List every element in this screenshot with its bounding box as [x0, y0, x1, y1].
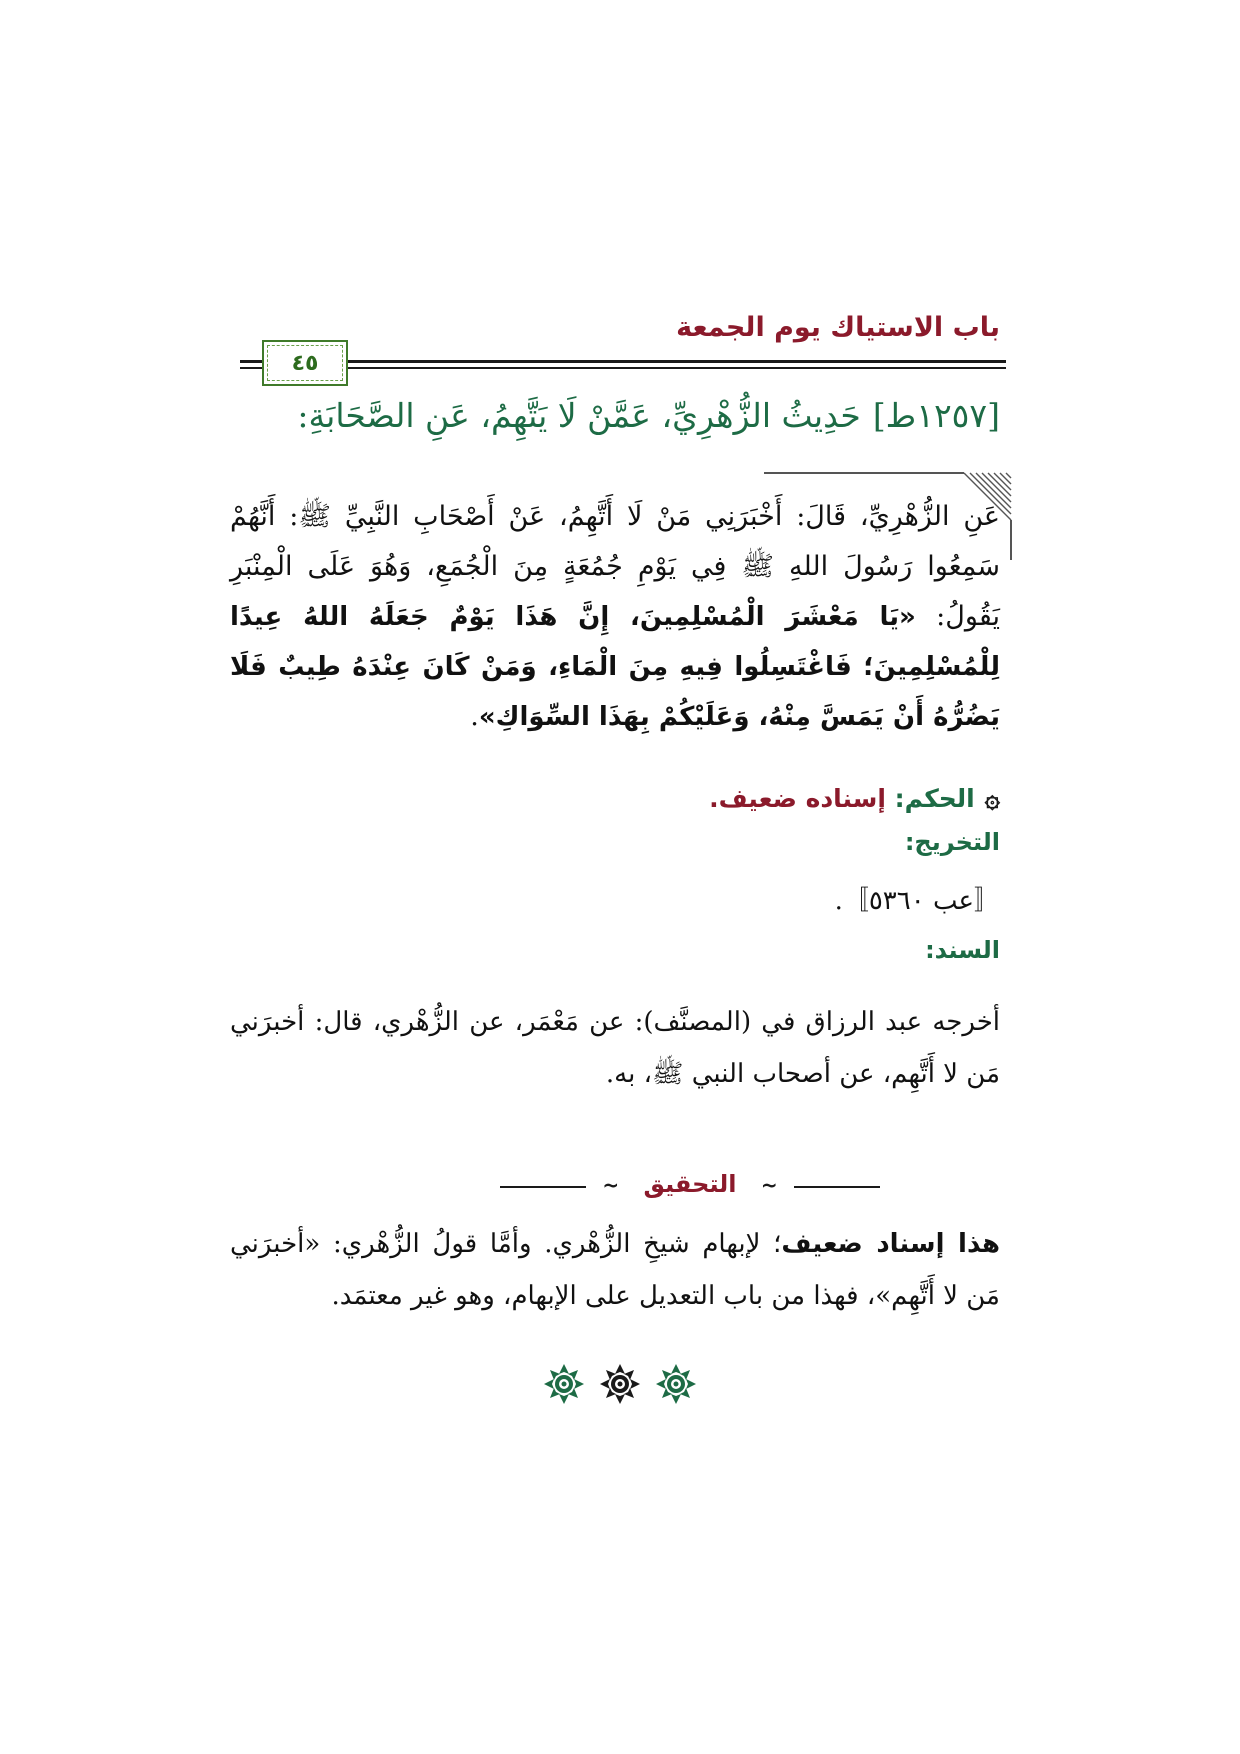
tahqiq-divider	[500, 1172, 880, 1202]
header-rule-thin	[240, 367, 1006, 369]
hadith-id: [١٢٥٧ط]	[872, 396, 1000, 435]
page-number: ٤٥	[291, 350, 319, 376]
hadith-intro: عَنِ الزُّهْرِيِّ، قَالَ: أَخْبَرَنِي مَنْ لَا أَتَّهِمُ، عَنْ أَصْحَابِ النَّبِيِّ ﷺ: أَنَّهُمْ سَمِعُوا رَسُولَ اللهِ ﷺ فِي يَوْمِ جُمُعَةٍ مِنَ الْجُمَعِ، وَهُوَ عَلَى الْمِنْبَرِ يَقُولُ:	[230, 501, 1000, 632]
takhrij-label: التخريج:	[904, 828, 1000, 856]
header-rule	[240, 360, 1006, 363]
verdict-ornament-icon: ۞	[984, 784, 1000, 814]
flower-ornament-icon	[544, 1364, 584, 1404]
hadith-title: حَدِيثُ الزُّهْرِيِّ، عَمَّنْ لَا يَتَّهِمُ، عَنِ الصَّحَابَةِ:	[297, 396, 861, 435]
takhrij-reference: 〚عب ٥٣٦٠〛.	[834, 886, 1000, 916]
sanad-text: أخرجه عبد الرزاق في (المصنَّف): عن مَعْمَر، عن الزُّهْري، قال: أخبرَني مَن لا أَتَّهِم، عن أصحاب النبي ﷺ، به.	[230, 1007, 1000, 1089]
page-number-frame	[262, 340, 348, 386]
hadith-heading	[230, 396, 1000, 435]
tahqiq-label: التحقيق	[635, 1170, 744, 1198]
flower-ornament-icon	[656, 1364, 696, 1404]
corner-rule	[764, 472, 964, 474]
verdict	[709, 784, 1000, 814]
tahqiq-heading: ~ التحقيق ~	[500, 1170, 880, 1198]
hadith-text	[230, 492, 1000, 742]
prophet-quote: «يَا مَعْشَرَ الْمُسْلِمِينَ، إِنَّ هَذَا يَوْمٌ جَعَلَهُ اللهُ عِيدًا لِلْمُسْلِمِينَ؛ فَاغْتَسِلُوا فِيهِ مِنَ الْمَاءِ، وَمَنْ كَانَ عِنْدَهُ طِيبٌ فَلَا يَضُرُّهُ أَنْ يَمَسَّ مِنْهُ، وَعَلَيْكُمْ بِهَذَا السِّوَاكِ»	[230, 602, 1000, 732]
verdict-label: الحكم:	[894, 784, 975, 813]
tahqiq-lead: هذا إسناد ضعيف	[781, 1229, 1001, 1259]
hadith-end: .	[470, 701, 479, 732]
sanad-label: السند:	[925, 936, 1000, 964]
tahqiq-body: ؛ لإبهام شيخِ الزُّهْري. وأمَّا قولُ الزُّهْري: «أخبرَني مَن لا أَتَّهِم»، فهذا من باب التعديل على الإبهام، وهو غير معتمَد.	[230, 1229, 1000, 1311]
side-rule	[1010, 520, 1012, 560]
closing-ornaments	[0, 1364, 1240, 1404]
tahqiq-text	[230, 1218, 1000, 1322]
flower-ornament-icon	[600, 1364, 640, 1404]
running-title: باب الاستياك يوم الجمعة	[676, 312, 1000, 343]
verdict-value: إسناده ضعيف.	[709, 784, 886, 813]
